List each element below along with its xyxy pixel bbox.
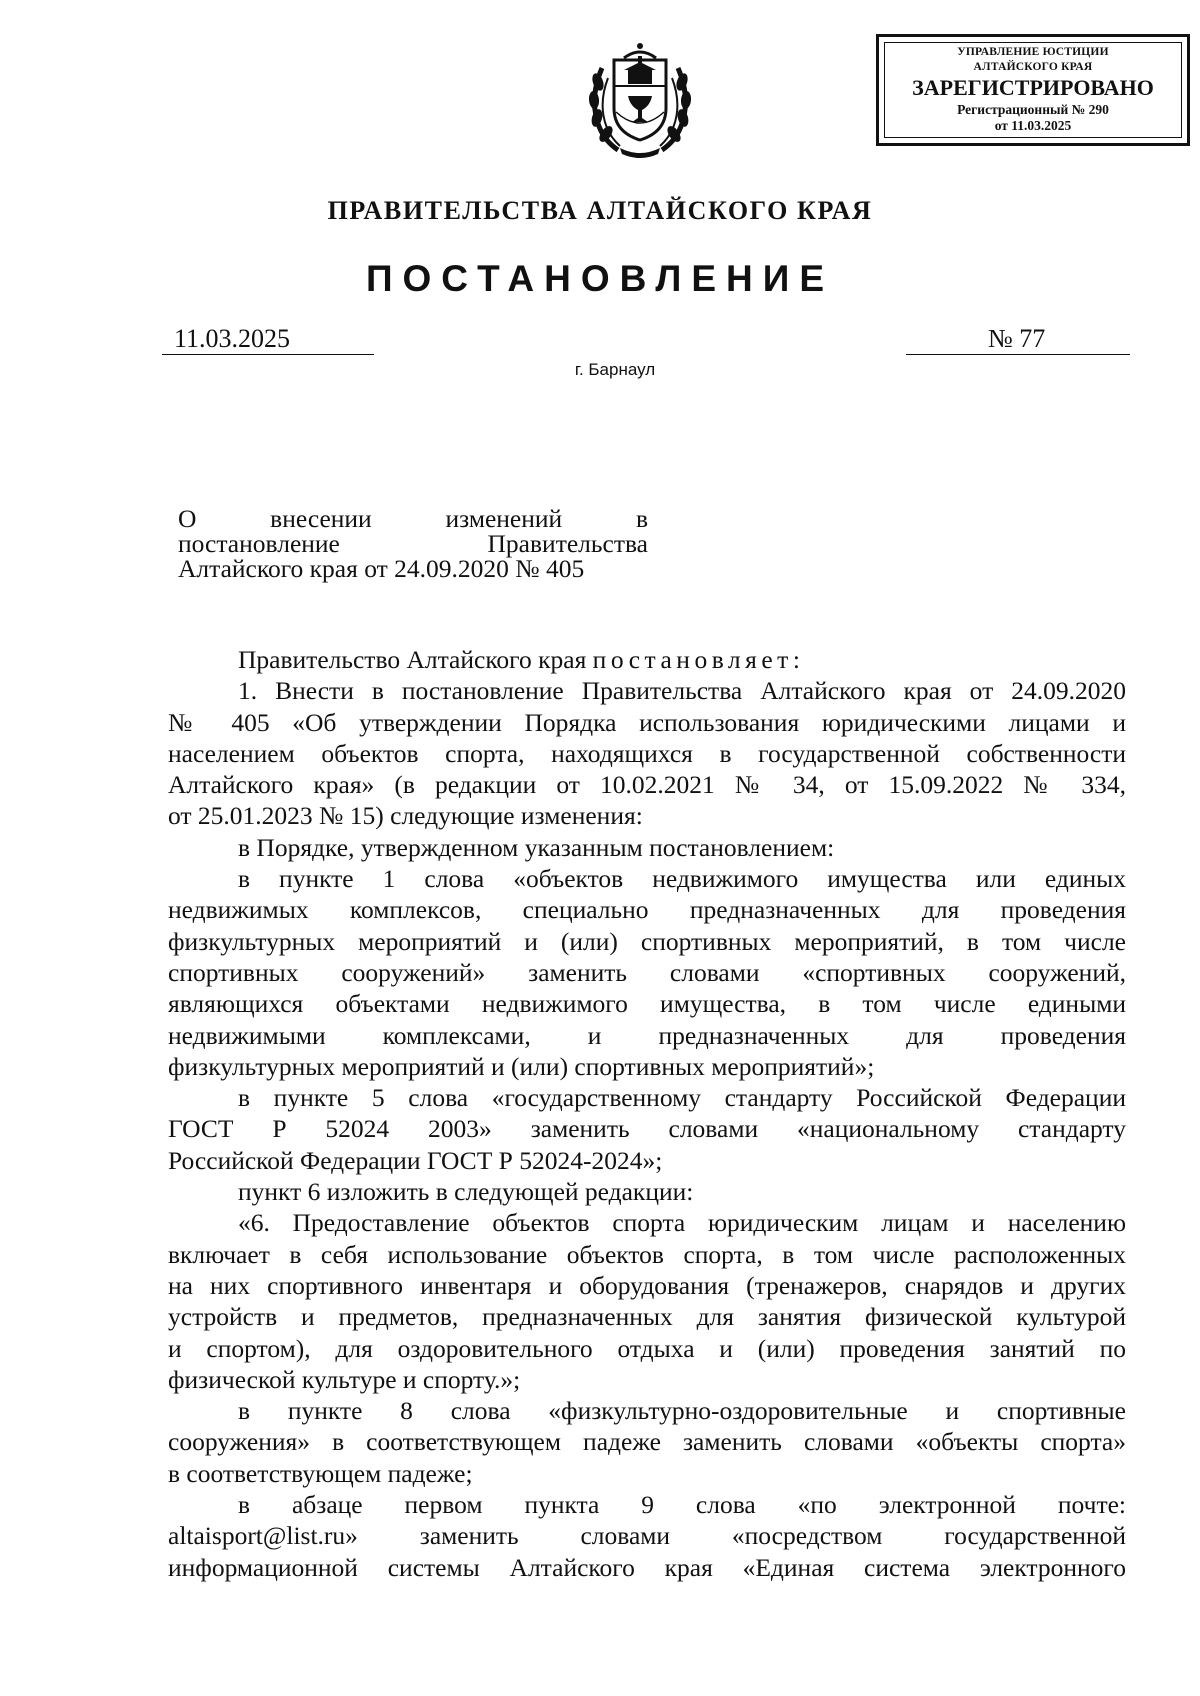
- body-line: № 405 «Об утверждении Порядка использования юридическими лицами и: [168, 707, 1126, 737]
- body-line: от 25.01.2023 № 15) следующие изменения:: [168, 801, 643, 831]
- body-intro: [168, 644, 1126, 675]
- body-line: устройств и предметов, предназначенных для занятия физической культурой: [168, 1302, 1126, 1332]
- intro-spaced: постановляет: [592, 645, 793, 674]
- document-type: ПОСТАНОВЛЕНИЕ: [365, 258, 835, 299]
- body-line: физкультурных мероприятий и (или) спортивных мероприятий, в том числе: [168, 926, 1126, 956]
- body-line: в соответствующем падеже;: [168, 1458, 473, 1488]
- issuer-title: ПРАВИТЕЛЬСТВА АЛТАЙСКОГО КРАЯ: [327, 196, 873, 225]
- body-line: altaisport@list.ru» заменить словами «посредством государственной: [168, 1521, 1126, 1551]
- document-date: 11.03.2025: [162, 324, 374, 355]
- body-line: 1. Внести в постановление Правительства Алтайского края от 24.09.2020: [238, 676, 1126, 706]
- document-number: № 77: [906, 324, 1130, 355]
- body-line: в Порядке, утвержденном указанным постановлением:: [238, 832, 835, 862]
- document-body: [168, 644, 1126, 1583]
- body-line: Российской Федерации ГОСТ Р 52024-2024»;: [168, 1145, 663, 1175]
- stamp-status: ЗАРЕГИСТРИРОВАНО: [912, 75, 1154, 100]
- stamp-reg-date: от 11.03.2025: [994, 118, 1072, 133]
- body-line: включает в себя использование объектов спорта, в том числе расположенных: [168, 1239, 1126, 1269]
- body-line: недвижимыми комплексами, и предназначенных для проведения: [168, 1020, 1126, 1050]
- subject-line: Алтайского края от 24.09.2020 № 405: [178, 554, 585, 583]
- intro-prefix: Правительство Алтайского края: [238, 645, 593, 674]
- coat-of-arms-icon: [580, 38, 700, 160]
- body-line: на них спортивного инвентаря и оборудования (тренажеров, снарядов и других: [168, 1270, 1126, 1300]
- stamp-org-line2: АЛТАЙСКОГО КРАЯ: [973, 61, 1093, 73]
- body-line: недвижимых комплексов, специально предназначенных для проведения: [168, 895, 1126, 925]
- body-line: Алтайского края» (в редакции от 10.02.2021 № 34, от 15.09.2022 № 334,: [168, 770, 1126, 800]
- body-line: спортивных сооружений» заменить словами «спортивных сооружений,: [168, 957, 1126, 987]
- body-line: физической культуре и спорту.»;: [168, 1364, 521, 1394]
- registration-stamp: [876, 34, 1190, 146]
- subject-line: О внесении изменений в: [178, 504, 648, 533]
- body-line: в пункте 8 слова «физкультурно-оздоровительные и спортивные: [238, 1396, 1126, 1426]
- body-line: сооружения» в соответствующем падеже заменить словами «объекты спорта»: [168, 1427, 1126, 1457]
- body-line: в абзаце первом пункта 9 слова «по электронной почте:: [238, 1490, 1126, 1520]
- body-line: населением объектов спорта, находящихся в государственной собственности: [168, 738, 1126, 768]
- stamp-org-line1: УПРАВЛЕНИЕ ЮСТИЦИИ: [957, 46, 1109, 58]
- body-line: в пункте 5 слова «государственному стандарту Российской Федерации: [238, 1083, 1126, 1113]
- body-line: в пункте 1 слова «объектов недвижимого имущества или единых: [238, 864, 1126, 894]
- document-subject: [178, 506, 648, 581]
- body-line: являющихся объектами недвижимого имущества, в том числе едиными: [168, 989, 1126, 1019]
- intro-suffix: :: [792, 645, 800, 674]
- body-line: «6. Предоставление объектов спорта юридическим лицам и населению: [238, 1208, 1126, 1238]
- stamp-inner-frame: [884, 42, 1182, 138]
- stamp-reg-number: Регистрационный № 290: [957, 102, 1109, 117]
- city: г. Барнаул: [574, 360, 656, 379]
- body-line: информационной системы Алтайского края «Единая система электронного: [168, 1552, 1126, 1582]
- subject-line: постановление Правительства: [178, 529, 648, 558]
- body-line: и спортом), для оздоровительного отдыха и (или) проведения занятий по: [168, 1333, 1126, 1363]
- body-line: пункт 6 изложить в следующей редакции:: [238, 1177, 694, 1207]
- body-line: физкультурных мероприятий и (или) спортивных мероприятий»;: [168, 1051, 875, 1081]
- body-line: ГОСТ Р 52024 2003» заменить словами «национальному стандарту: [168, 1114, 1126, 1144]
